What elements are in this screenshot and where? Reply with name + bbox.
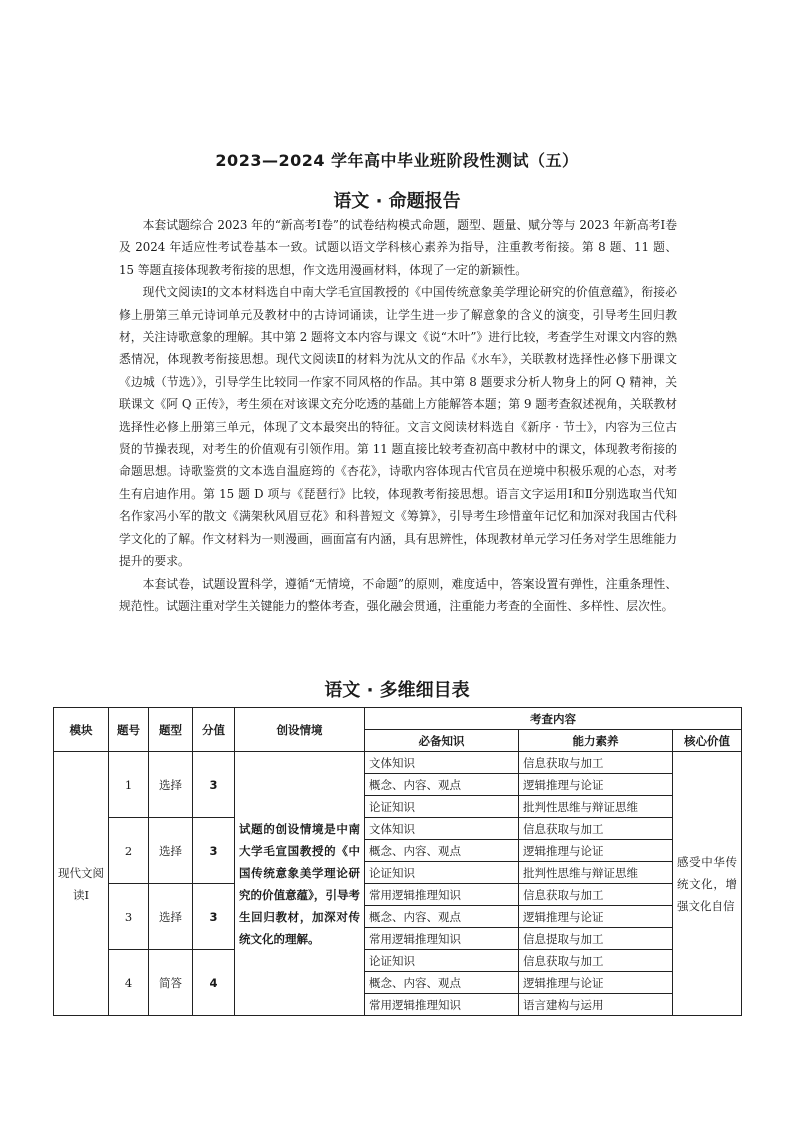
header-type: 题型 <box>149 708 193 752</box>
question-score: 3 <box>193 752 235 818</box>
table-row <box>54 752 742 774</box>
table-row <box>54 950 742 972</box>
ability-cell: 信息获取与加工 <box>519 950 673 972</box>
ability-cell: 批判性思维与辩证思维 <box>519 862 673 884</box>
knowledge-cell: 概念、内容、观点 <box>365 972 519 994</box>
knowledge-cell: 概念、内容、观点 <box>365 774 519 796</box>
ability-cell: 逻辑推理与论证 <box>519 774 673 796</box>
knowledge-cell: 论证知识 <box>365 862 519 884</box>
ability-cell: 语言建构与运用 <box>519 994 673 1016</box>
knowledge-cell: 常用逻辑推理知识 <box>365 994 519 1016</box>
header-number: 题号 <box>109 708 149 752</box>
ability-cell: 逻辑推理与论证 <box>519 906 673 928</box>
knowledge-cell: 论证知识 <box>365 950 519 972</box>
question-type: 选择 <box>149 884 193 950</box>
question-number: 4 <box>109 950 149 1016</box>
core-value-cell: 感受中华传统文化，增强文化自信 <box>673 752 742 1016</box>
detail-table <box>53 707 742 1016</box>
header-scenario: 创设情境 <box>235 708 365 752</box>
question-type: 选择 <box>149 818 193 884</box>
question-type: 简答 <box>149 950 193 1016</box>
header-knowledge: 必备知识 <box>365 730 519 752</box>
ability-cell: 信息获取与加工 <box>519 818 673 840</box>
table-row <box>54 884 742 906</box>
knowledge-cell: 常用逻辑推理知识 <box>365 928 519 950</box>
ability-cell: 批判性思维与辩证思维 <box>519 796 673 818</box>
report-body <box>119 214 677 617</box>
table-row <box>54 818 742 840</box>
knowledge-cell: 概念、内容、观点 <box>365 840 519 862</box>
header-exam-content: 考查内容 <box>365 708 742 730</box>
header-module: 模块 <box>54 708 109 752</box>
knowledge-cell: 常用逻辑推理知识 <box>365 884 519 906</box>
question-number: 3 <box>109 884 149 950</box>
question-number: 1 <box>109 752 149 818</box>
header-core-value: 核心价值 <box>673 730 742 752</box>
question-number: 2 <box>109 818 149 884</box>
ability-cell: 逻辑推理与论证 <box>519 840 673 862</box>
question-score: 4 <box>193 950 235 1016</box>
header-score: 分值 <box>193 708 235 752</box>
ability-cell: 信息提取与加工 <box>519 928 673 950</box>
question-type: 选择 <box>149 752 193 818</box>
knowledge-cell: 文体知识 <box>365 752 519 774</box>
knowledge-cell: 论证知识 <box>365 796 519 818</box>
report-paragraph: 本套试题综合 2023 年的“新高考Ⅰ卷”的试卷结构模式命题，题型、题量、赋分等与 2023 年新高考Ⅰ卷及 2024 年适应性考试卷基本一致。试题以语文学科核心素养为指导，注重教考衔接。第 8 题、11 题、15 等题直接体现教考衔接的思想，作文选用漫画材料，体现了一定的新颖性。 <box>119 218 677 277</box>
knowledge-cell: 文体知识 <box>365 818 519 840</box>
module-cell: 现代文阅读Ⅰ <box>54 752 109 1016</box>
header-ability: 能力素养 <box>519 730 673 752</box>
report-title: 语文 · 命题报告 <box>333 191 461 212</box>
ability-cell: 信息获取与加工 <box>519 884 673 906</box>
question-score: 3 <box>193 818 235 884</box>
main-title: 2023—2024 学年高中毕业班阶段性测试（五） <box>215 151 579 170</box>
report-paragraph: 本套试卷，试题设置科学，遵循“无情境，不命题”的原则，难度适中，答案设置有弹性，注重条理性、规范性。试题注重对学生关键能力的整体考查，强化融会贯通，注重能力考查的全面性、多样性、层次性。 <box>119 576 677 613</box>
table-title: 语文 · 多维细目表 <box>324 680 470 701</box>
report-paragraph: 现代文阅读Ⅰ的文本材料选自中南大学毛宣国教授的《中国传统意象美学理论研究的价值意蕴》，衔接必修上册第三单元诗词单元及教材中的古诗词诵读，让学生进一步了解意象的含义的演变，引导考生回归教材，关注诗歌意象的理解。其中第 2 题将文本内容与课文《说“木叶”》进行比较，考查学生对课文内容的熟悉情况，体现教考衔接思想。现代文阅读Ⅱ的材料为沈从文的作品《水车》，关联教材选择性必修下册课文《边城（节选）》，引导学生比较同一作家不同风格的作品。其中第 8 题要求分析人物身上的阿 Q 精神，关联课文《阿 Q 正传》，考生须在对该课文充分吃透的基础上方能解答本题；第 9 题考查叙述视角，关联教材选择性必修上册第三单元，体现了文本最突出的特征。文言文阅读材料选自《新序 · 节士》，内容为三位古贤的节操表现，对考生的价值观有引领作用。第 11 题直接比较考查初高中教材中的课文，体现教考衔接的命题思想。诗歌鉴赏的文本选自温庭筠的《杏花》，诗歌内容体现古代官员在逆境中积极乐观的心态，对考生有启迪作用。第 15 题 D 项与《琵琶行》比较，体现教考衔接思想。语言文字运用Ⅰ和Ⅱ分别选取当代知名作家冯小军的散文《满架秋风眉豆花》和科普短文《筹算》，引导考生珍惜童年记忆和加深对我国古代科学文化的了解。作文材料为一则漫画，画面富有内涵，具有思辨性，体现教材单元学习任务对学生思维能力提升的要求。 <box>119 285 677 569</box>
ability-cell: 逻辑推理与论证 <box>519 972 673 994</box>
ability-cell: 信息获取与加工 <box>519 752 673 774</box>
scenario-cell: 试题的创设情境是中南大学毛宣国教授的《中国传统意象美学理论研究的价值意蕴》，引导考生回归教材，加深对传统文化的理解。 <box>235 752 365 1016</box>
knowledge-cell: 概念、内容、观点 <box>365 906 519 928</box>
question-score: 3 <box>193 884 235 950</box>
